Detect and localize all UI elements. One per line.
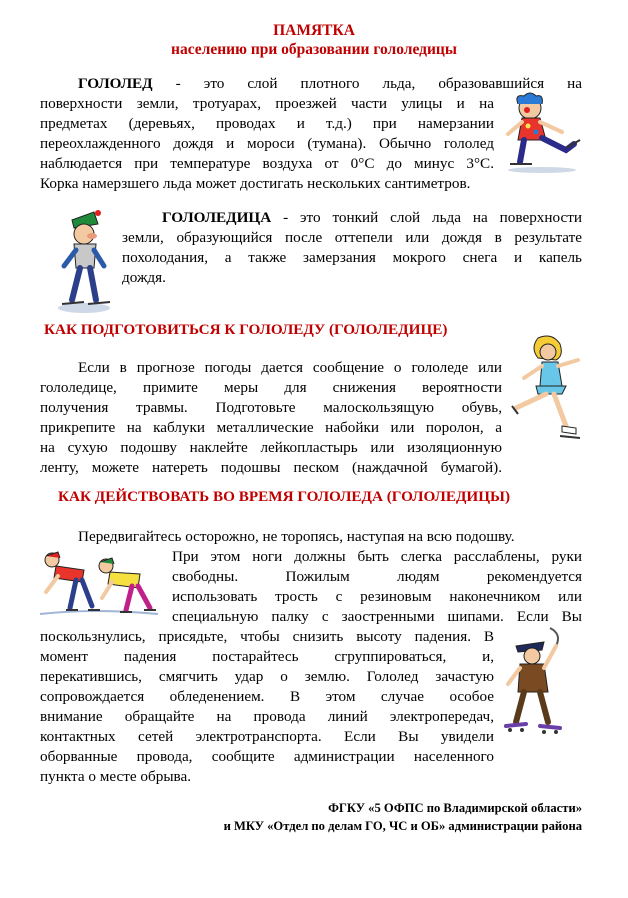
prepare-line: Если в прогнозе погоды дается сообщение о гололеде или — [78, 359, 502, 376]
gololed-line: поверхности земли, тротуарах, проезжей части улицы и на — [40, 95, 494, 112]
prepare-line: ленту, можете натереть подошвы песком (наждачной бумагой). — [40, 459, 502, 476]
gololed-line: предметах (деревьях, проводах и т.д.) при намерзании — [40, 115, 494, 132]
act-line: поскользнулись, присядьте, чтобы снизить высоту падения. В — [40, 628, 494, 645]
gololed-definition-first-line — [78, 74, 582, 94]
act-line: контактных сетей электротранспорта. Если Вы увидели — [40, 728, 494, 745]
act-line: специальную палку с заостренными шипами. Если Вы — [172, 608, 582, 625]
skier-icon — [54, 210, 114, 314]
act-line: Передвигайтесь осторожно, не торопясь, наступая на всю подошву. — [78, 528, 515, 545]
prepare-line: получения травмы. Подготовьте малоскользящую обувь, — [40, 399, 502, 416]
prepare-line: прикрепите на каблуки металлические набойки или поролон, а — [40, 419, 502, 436]
gololeditsa-first-line-text: - это тонкий слой льда на поверхности — [271, 209, 582, 226]
cowboy-skater-icon — [498, 626, 580, 738]
signature-line-2: и МКУ «Отдел по делам ГО, ЧС и ОБ» администрации района — [223, 819, 582, 833]
clown-skater-icon — [500, 92, 584, 174]
gololeditsa-line: земли, образующийся после оттепели или дождя в результате — [122, 229, 582, 246]
signature-line-1: ФГКУ «5 ОФПС по Владимирской области» — [328, 801, 582, 815]
act-line: использовать трость с резиновым наконечником или — [172, 588, 582, 605]
gololeditsa-definition-first-line — [162, 208, 582, 228]
act-line: При этом ноги должны быть слегка расслаблены, руки — [172, 548, 582, 565]
act-line: перекатившись, смягчить удар о землю. Гололед зачастую — [40, 668, 494, 685]
prepare-heading: КАК ПОДГОТОВИТЬСЯ К ГОЛОЛЕДУ (ГОЛОЛЕДИЦЕ) — [44, 321, 448, 338]
page-subtitle: населению при образовании гололедицы — [171, 41, 457, 58]
prepare-line: гололедице, примите меры для снижения вероятности — [40, 379, 502, 396]
figure-skater-icon — [508, 334, 590, 444]
gololed-first-line-text: - это слой плотного льда, образовавшийся на — [152, 75, 582, 92]
act-line: внимание обращайте на провода линий электропередач, — [40, 708, 494, 725]
gololed-line: Корка намерзшего льда может достигать нескольких сантиметров. — [40, 175, 471, 192]
prepare-line: на сухую подошву наклейте лейкопластырь или изоляционную — [40, 439, 502, 456]
gololed-line: переохлажденного дождя и мороси (тумана). Обычно гололед — [40, 135, 494, 152]
gololeditsa-term: ГОЛОЛЕДИЦА — [162, 209, 272, 226]
gololeditsa-line: дождя. — [122, 269, 166, 286]
gololeditsa-line: похолодания, а также замерзания мокрого снега и капель — [122, 249, 582, 266]
walkers-icon — [36, 548, 162, 620]
gololed-line: наблюдается при температуре воздуха от 0°С до минус 3°С. — [40, 155, 494, 172]
act-line: сопровождается обледенением. В этом случае особое — [40, 688, 494, 705]
act-line: оборванные провода, сообщите администрации населенного — [40, 748, 494, 765]
act-line: свободны. Пожилым людям рекомендуется — [172, 568, 582, 585]
act-line: момент падения постарайтесь сгруппироваться, и, — [40, 648, 494, 665]
page-title: ПАМЯТКА — [273, 22, 355, 39]
act-line: пункта о месте обрыва. — [40, 768, 192, 785]
gololed-term: ГОЛОЛЕД — [78, 75, 153, 92]
act-heading: КАК ДЕЙСТВОВАТЬ ВО ВРЕМЯ ГОЛОЛЕДА (ГОЛОЛЕДИЦЫ) — [58, 488, 511, 505]
